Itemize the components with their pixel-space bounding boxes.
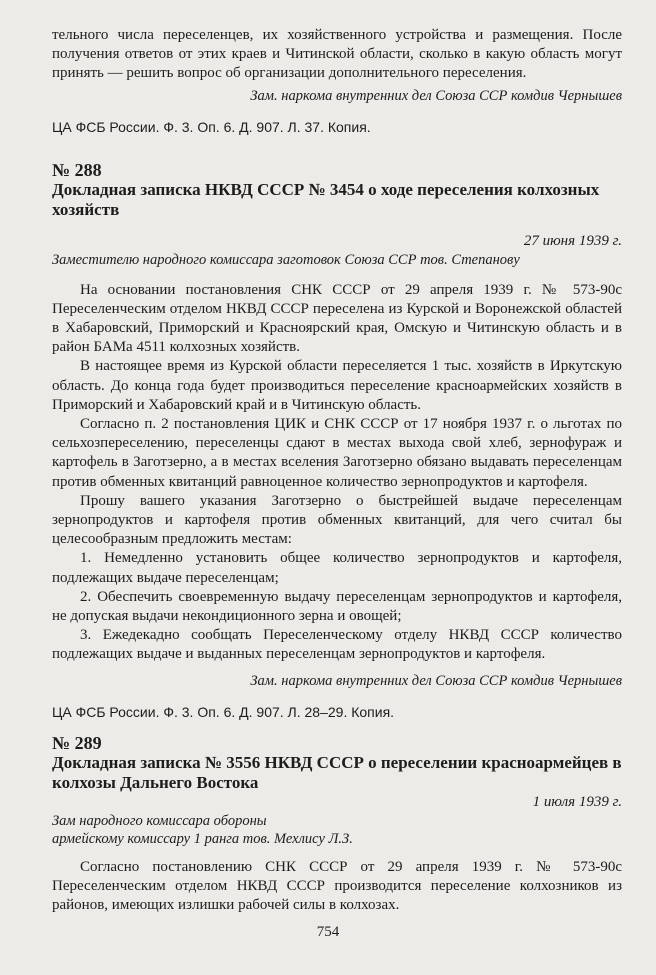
intro-signature: Зам. наркома внутренних дел Союза ССР комдив Чернышев xyxy=(250,87,622,104)
page-number: 754 xyxy=(316,924,340,940)
doc288-list-item: 3. Ежедекадно сообщать Переселенческому отделу НКВД СССР количество подлежащих выдаче и выданных переселенцам зернопродуктов и картофеля. xyxy=(52,627,622,663)
intro-paragraph: тельного числа переселенцев, их хозяйственного устройства и размещения. После получения ответов от этих краев и Читинской области, сколько в какую область могут принять — решить вопрос об организации дополнительного переселения. xyxy=(52,27,622,82)
doc288-list-item: 1. Немедленно установить общее количество зернопродуктов и картофеля, подлежащих выдаче переселенцам; xyxy=(52,550,622,586)
doc289-number: № 289 xyxy=(52,732,102,753)
doc288-archive-reference: ЦА ФСБ России. Ф. 3. Оп. 6. Д. 907. Л. 28–29. Копия. xyxy=(52,703,395,720)
doc288-paragraph: Согласно п. 2 постановления ЦИК и СНК СССР от 17 ноября 1937 г. о льготах по сельхозпереселению, переселенцы сдают в местах выхода свой хлеб, зернофураж и картофель в Заготзерно, а в местах вселения Заготзерно обязано выдавать переселенцам против обменных квитанций равноценное количество зернопродуктов и картофеля. xyxy=(52,416,622,490)
doc289-addressee-line2: армейскому комиссару 1 ранга тов. Мехлису Л.З. xyxy=(52,830,353,847)
doc289-addressee-line1: Зам народного комиссара обороны xyxy=(52,812,267,829)
doc288-addressee: Заместителю народного комиссара заготовок Союза ССР тов. Степанову xyxy=(52,251,520,268)
doc289-paragraph: Согласно постановлению СНК СССР от 29 апреля 1939 г. № 573-90с Переселенческим отделом НКВД СССР производится переселение колхозников из районов, имеющих излишки рабочей силы в колхозах. xyxy=(52,858,622,914)
doc289-date: 1 июля 1939 г. xyxy=(532,793,622,810)
doc288-signature: Зам. наркома внутренних дел Союза ССР комдив Чернышев xyxy=(250,672,622,689)
doc288-list-item: 2. Обеспечить своевременную выдачу переселенцам зернопродуктов и картофеля, не допуская выдачи некондиционного зерна и овощей; xyxy=(52,588,622,625)
doc288-date: 27 июня 1939 г. xyxy=(523,232,622,249)
doc289-title: Докладная записка № 3556 НКВД СССР о переселении красноармейцев в колхозы Дальнего Востока xyxy=(52,752,622,792)
doc288-body xyxy=(52,281,622,665)
doc288-number: № 288 xyxy=(52,159,102,180)
doc288-paragraph: В настоящее время из Курской области переселяется 1 тыс. хозяйств в Иркутскую область. До конца года будет производиться переселение красноармейских хозяйств в Приморский и Хабаровский край и в Читинскую область. xyxy=(52,358,622,413)
doc288-paragraph: На основании постановления СНК СССР от 29 апреля 1939 г. № 573-90с Переселенческим отделом НКВД СССР переселена из Курской и Воронежской областей в Хабаровский, Приморский и Красноярский края, Омскую и Читинскую область и в район БАМа 4511 колхозных хозяйств. xyxy=(52,281,622,356)
doc288-title: Докладная записка НКВД СССР № 3454 о ходе переселения колхозных хозяйств xyxy=(52,179,600,219)
doc288-paragraph: Прошу вашего указания Заготзерно о быстрейшей выдаче переселенцам зернопродуктов и картофеля против обменных квитанций, для чего считал бы целесообразным предложить местам: xyxy=(52,492,622,548)
intro-archive-reference: ЦА ФСБ России. Ф. 3. Оп. 6. Д. 907. Л. 37. Копия. xyxy=(52,118,371,135)
